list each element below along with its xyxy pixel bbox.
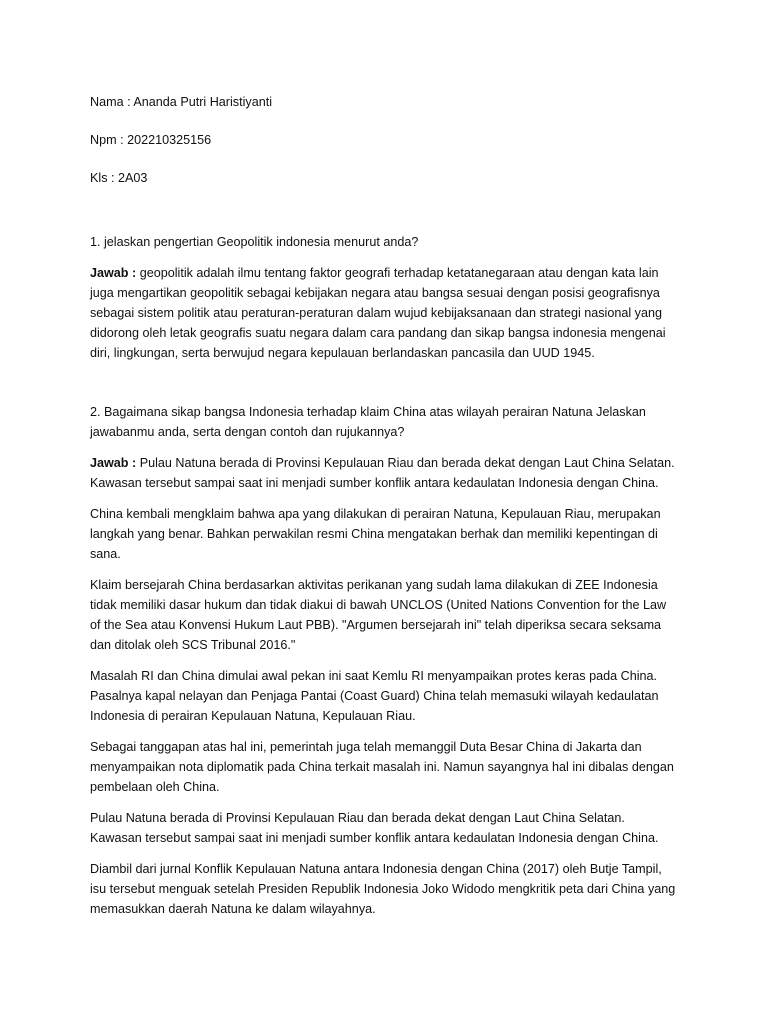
answer-1-label: Jawab :: [90, 266, 137, 280]
answer-2-paragraph: Klaim bersejarah China berdasarkan aktivitas perikanan yang sudah lama dilakukan di ZEE Indonesia tidak memiliki dasar hukum dan tidak diakui di bawah UNCLOS (United Nations Convention for the Law of the Sea atau Konvensi Hukum Laut PBB). "Argumen bersejarah ini" telah diperiksa secara seksama dan ditolak oleh SCS Tribunal 2016.": [90, 578, 667, 652]
answer-2-text: Pulau Natuna berada di Provinsi Kepulauan Riau dan berada dekat dengan Laut China Selatan. Kawasan tersebut sampai saat ini menjadi sumber konflik antara kedaulatan Indonesia dengan China.: [90, 456, 675, 490]
answer-1-text: geopolitik adalah ilmu tentang faktor geografi terhadap ketatanegaraan atau dengan kata lain juga mengartikan geopolitik sebagai kebijakan negara atau bangsa sesuai dengan posisi geografisnya sebagai sistem politik atau peraturan-peraturan dalam wujud kebijaksanaan dan strategi nasional yang didorong oleh letak geografis suatu negara dalam cara pandang dan sikap bangsa indonesia mengenai diri, lingkungan, serta berwujud negara kepulauan berlandaskan pancasila dan UUD 1945.: [90, 266, 666, 360]
student-class: Kls : 2A03: [90, 171, 148, 185]
answer-2: [90, 453, 680, 493]
question-2: 2. Bagaimana sikap bangsa Indonesia terhadap klaim China atas wilayah perairan Natuna Jelaskan jawabanmu anda, serta dengan contoh dan rujukannya?: [90, 405, 646, 439]
document-body: [90, 92, 680, 930]
answer-2-paragraph: Masalah RI dan China dimulai awal pekan ini saat Kemlu RI menyampaikan protes keras pada China. Pasalnya kapal nelayan dan Penjaga Pantai (Coast Guard) China telah memasuki wilayah kedaulatan Indonesia di perairan Kepulauan Natuna, Kepulauan Riau.: [90, 669, 659, 723]
answer-2-paragraph: Pulau Natuna berada di Provinsi Kepulauan Riau dan berada dekat dengan Laut China Selatan. Kawasan tersebut sampai saat ini menjadi sumber konflik antara kedaulatan Indonesia dengan China.: [90, 811, 659, 845]
answer-1: [90, 263, 680, 363]
answer-2-paragraph: Diambil dari jurnal Konflik Kepulauan Natuna antara Indonesia dengan China (2017) oleh Butje Tampil, isu tersebut menguak setelah Presiden Republik Indonesia Joko Widodo mengkritik peta dari China yang memasukkan daerah Natuna ke dalam wilayahnya.: [90, 862, 676, 916]
answer-2-label: Jawab :: [90, 456, 137, 470]
answer-2-paragraph: Sebagai tanggapan atas hal ini, pemerintah juga telah memanggil Duta Besar China di Jakarta dan menyampaikan nota diplomatik pada China terkait masalah ini. Namun sayangnya hal ini dibalas dengan pembelaan oleh China.: [90, 740, 674, 794]
student-name: Nama : Ananda Putri Haristiyanti: [90, 95, 272, 109]
student-npm: Npm : 202210325156: [90, 133, 212, 147]
question-1: 1. jelaskan pengertian Geopolitik indonesia menurut anda?: [90, 235, 419, 249]
answer-2-paragraph: China kembali mengklaim bahwa apa yang dilakukan di perairan Natuna, Kepulauan Riau, merupakan langkah yang benar. Bahkan perwakilan resmi China mengatakan berhak dan memiliki kepentingan di sana.: [90, 507, 661, 561]
